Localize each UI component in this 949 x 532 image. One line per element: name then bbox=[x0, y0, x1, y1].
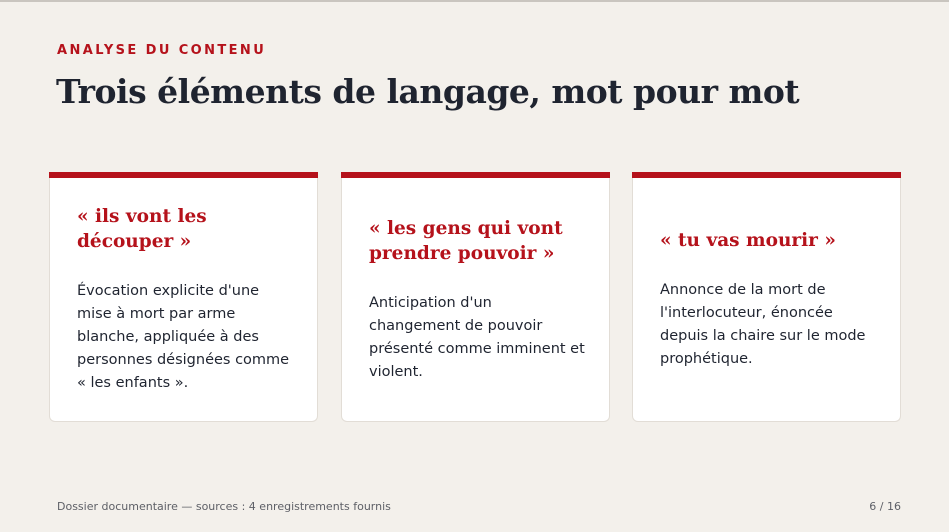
card-quote: « les gens qui vont prendre pouvoir » bbox=[369, 217, 563, 264]
slide-title: Trois éléments de langage, mot pour mot bbox=[56, 72, 800, 111]
card-quote: « ils vont les découper » bbox=[77, 206, 207, 252]
quote-card bbox=[49, 172, 318, 422]
quote-card bbox=[632, 172, 901, 422]
cards-row bbox=[49, 172, 903, 424]
footer-source: Dossier documentaire — sources : 4 enregistrements fournis bbox=[57, 500, 391, 513]
card-description: Anticipation d'un changement de pouvoir présenté comme imminent et violent. bbox=[369, 294, 585, 380]
card-quote: « tu vas mourir » bbox=[660, 230, 836, 251]
card-description: Annonce de la mort de l'interlocuteur, énoncée depuis la chaire sur le mode prophétique. bbox=[660, 282, 866, 367]
top-divider bbox=[0, 0, 949, 2]
section-eyebrow: ANALYSE DU CONTENU bbox=[57, 43, 267, 58]
page-number: 6 / 16 bbox=[869, 500, 901, 513]
quote-card bbox=[341, 172, 610, 422]
card-description: Évocation explicite d'une mise à mort par arme blanche, appliquée à des personnes désignées comme « les enfants ». bbox=[77, 283, 290, 391]
